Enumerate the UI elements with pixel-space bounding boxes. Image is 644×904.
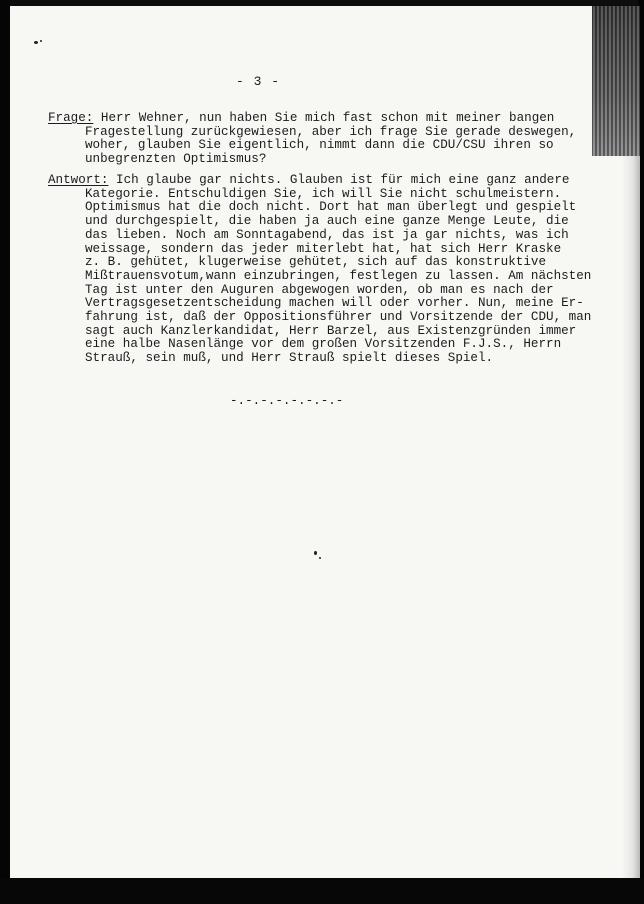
answer-label: Antwort: (48, 173, 109, 187)
answer-line: fahrung ist, daß der Oppositionsführer und Vorsitzende der CDU, man (85, 310, 592, 325)
answer-line: Strauß, sein muß, und Herr Strauß spielt dieses Spiel. (85, 351, 494, 366)
answer-line: und durchgespielt, die haben ja auch eine ganze Menge Leute, die (85, 214, 569, 229)
question-block (48, 112, 578, 167)
answer-line: Optimismus hat die doch nicht. Dort hat man überlegt und gespielt (85, 200, 577, 215)
page-number: - 3 - (235, 74, 280, 89)
answer-line: z. B. gehütet, klugerweise gehütet, sich auf das konstruktive (85, 255, 547, 270)
question-first-line (48, 112, 578, 126)
scan-speck (314, 551, 317, 555)
question-line: Fragestellung zurückgewiesen, aber ich frage Sie gerade deswegen, (85, 124, 577, 139)
answer-line: sagt auch Kanzlerkandidat, Herr Barzel, aus Existenzgründen immer (85, 323, 577, 338)
answer-first-line (48, 174, 578, 188)
answer-text: Ich glaube gar nichts. Glauben ist für mich eine ganz andere (108, 173, 570, 187)
scan-speck (34, 41, 38, 44)
document-page (10, 6, 640, 878)
answer-line: Tag ist unter den Auguren abgewogen worden, ob man es nach der (85, 282, 554, 297)
answer-block (48, 173, 592, 366)
answer-line: Kategorie. Entschuldigen Sie, ich will Sie nicht schulmeistern. (85, 186, 562, 201)
answer-line: eine halbe Nasenlänge vor dem großen Vorsitzenden F.J.S., Herrn (85, 337, 562, 352)
section-divider: -.-.-.-.-.-.-.- (230, 394, 344, 408)
scan-artifact-strip (592, 6, 640, 156)
question-line: unbegrenzten Optimismus? (85, 152, 267, 167)
scan-border-left (0, 0, 10, 904)
question-text: Herr Wehner, nun haben Sie mich fast schon mit meiner bangen (93, 111, 555, 125)
answer-line: Vertragsgesetzentscheidung machen will oder vorher. Nun, meine Er- (85, 296, 584, 311)
answer-line: Mißtrauensvotum,wann einzubringen, festlegen zu lassen. Am nächsten (85, 268, 592, 283)
answer-line: weissage, sondern das jeder miterlebt hat, hat sich Herr Kraske (85, 241, 562, 256)
scan-speck (319, 557, 321, 559)
scan-border-bottom (0, 878, 644, 904)
answer-line: das lieben. Noch am Sonntagabend, das ist ja gar nichts, was ich (85, 227, 569, 242)
question-label: Frage: (48, 111, 94, 125)
scan-speck (40, 40, 42, 42)
question-line: woher, glauben Sie eigentlich, nimmt dann die CDU/CSU ihren so (85, 138, 554, 153)
scan-shadow (622, 156, 640, 878)
